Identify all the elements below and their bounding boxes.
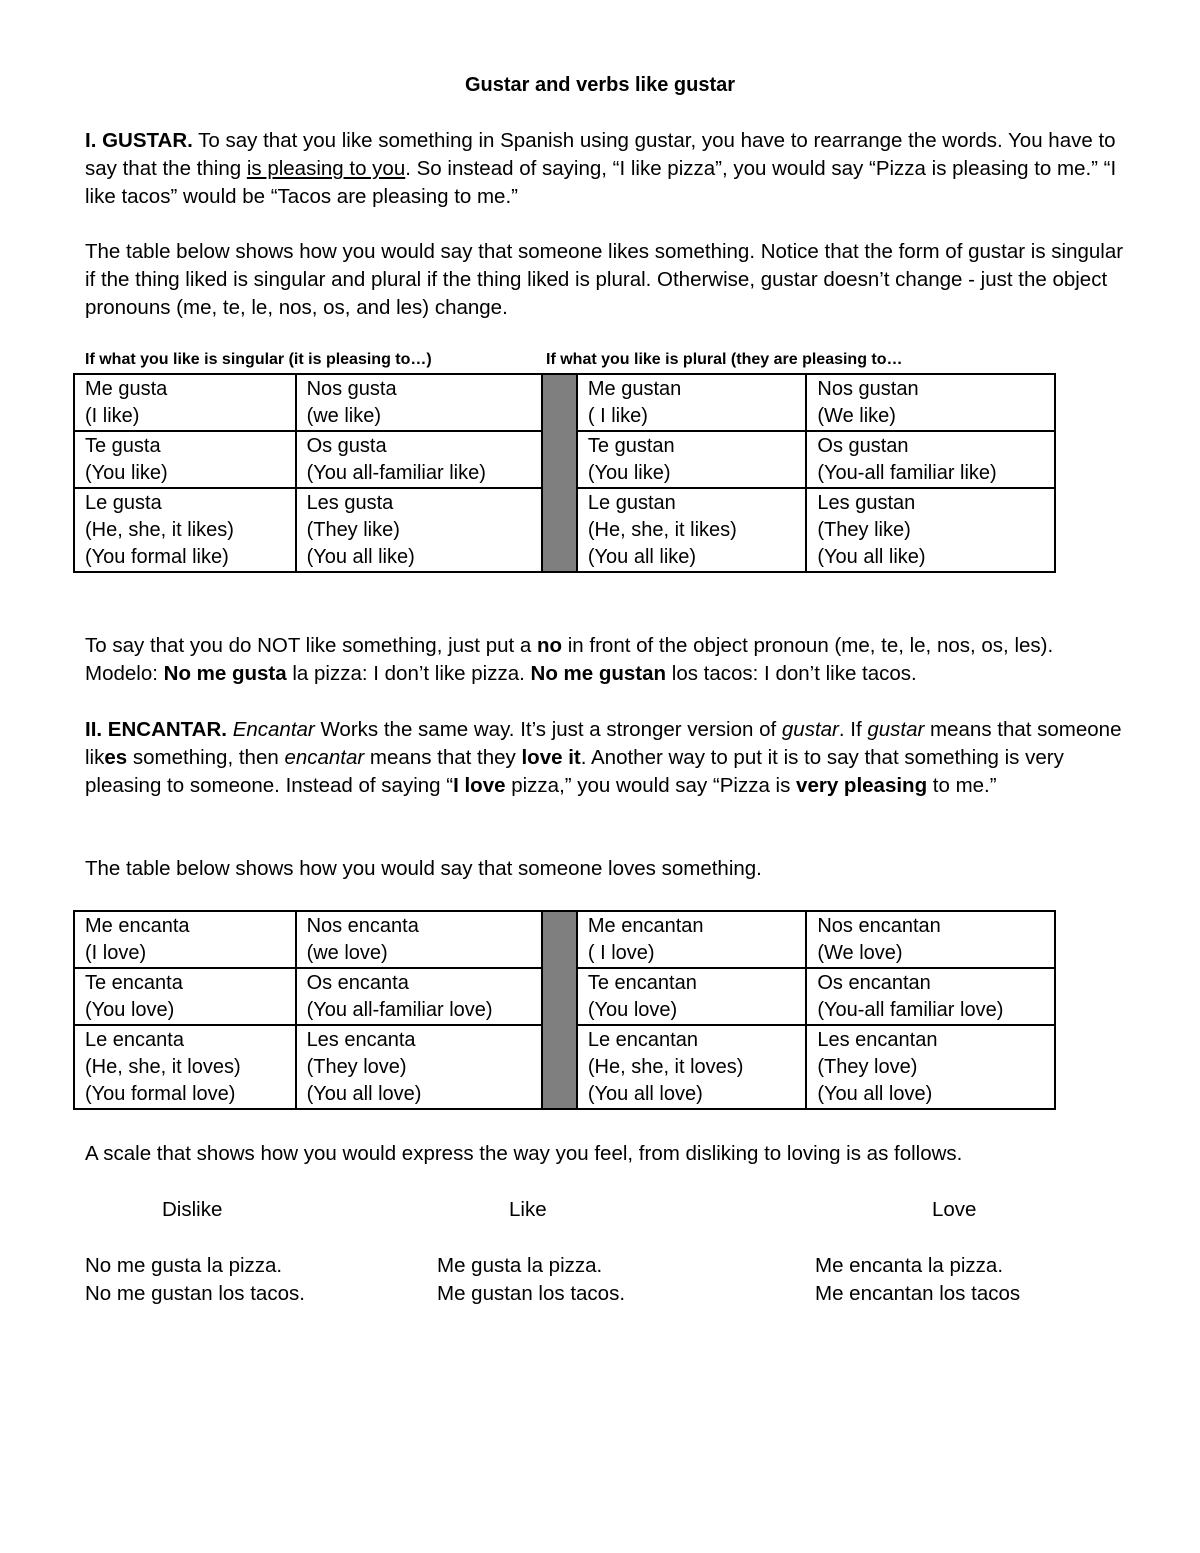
- table-cell: Os gusta (You all-familiar like): [296, 431, 543, 488]
- table-cell: Le encanta (He, she, it loves) (You formal love): [74, 1025, 296, 1109]
- table-cell: Te gusta (You like): [74, 431, 296, 488]
- page-title: Gustar and verbs like gustar: [464, 74, 736, 96]
- encantar-heading: II. ENCANTAR.: [85, 718, 227, 741]
- table-cell: Nos gustan (We like): [806, 374, 1055, 431]
- gustar-intro-paragraph: I. GUSTAR. To say that you like something in Spanish using gustar, you have to rearrange the words. You have to say that the thing is pleasing to you. So instead of saying, “I like pizza”, you would say “Pizza is pleasing to me.” “I like tacos” would be “Tacos are pleasing to me.”: [85, 129, 1117, 208]
- underlined-phrase: is pleasing to you: [246, 157, 406, 180]
- scale-label-like: Like: [509, 1198, 547, 1221]
- table-cell: Les gusta (They like) (You all like): [296, 488, 543, 572]
- caption-singular: If what you like is singular (it is pleasing to…): [85, 351, 432, 368]
- table-divider: [542, 374, 577, 572]
- scale-label-dislike: Dislike: [162, 1198, 223, 1221]
- table-cell: Les encanta (They love) (You all love): [296, 1025, 543, 1109]
- table-row: [74, 374, 1055, 431]
- table-cell: Me gustan ( I like): [577, 374, 807, 431]
- table-cell: Nos encantan (We love): [806, 911, 1055, 968]
- scale-label-love: Love: [932, 1198, 977, 1221]
- table-cell: Nos encanta (we love): [296, 911, 543, 968]
- table-divider: [542, 911, 577, 1109]
- table-cell: Les gustan (They like) (You all like): [806, 488, 1055, 572]
- table-cell: Te encantan (You love): [577, 968, 807, 1025]
- table-cell: Nos gusta (we like): [296, 374, 543, 431]
- table-cell: Le gusta (He, she, it likes) (You formal like): [74, 488, 296, 572]
- table-cell: Os encantan (You-all familiar love): [806, 968, 1055, 1025]
- scale-examples-love: Me encanta la pizza. Me encantan los tacos: [815, 1254, 1021, 1305]
- table-cell: Me encantan ( I love): [577, 911, 807, 968]
- table-cell: Te encanta (You love): [74, 968, 296, 1025]
- table-intro-2-paragraph: The table below shows how you would say that someone loves something.: [85, 857, 762, 880]
- gustar-table: [73, 373, 1056, 573]
- table-cell: Te gustan (You like): [577, 431, 807, 488]
- scale-examples-like: Me gusta la pizza. Me gustan los tacos.: [437, 1254, 626, 1305]
- table-cell: Os encanta (You all-familiar love): [296, 968, 543, 1025]
- encantar-table: [73, 910, 1056, 1110]
- table-cell: Les encantan (They love) (You all love): [806, 1025, 1055, 1109]
- table-cell: Le encantan (He, she, it loves) (You all love): [577, 1025, 807, 1109]
- scale-examples-dislike: No me gusta la pizza. No me gustan los tacos.: [85, 1254, 305, 1305]
- table-cell: Me gusta (I like): [74, 374, 296, 431]
- table-cell: Le gustan (He, she, it likes) (You all like): [577, 488, 807, 572]
- encantar-intro-paragraph: II. ENCANTAR. Encantar Works the same way. It’s just a stronger version of gustar. If gustar means that someone likes something, then encantar means that they love it. Another way to put it is to say that something is very pleasing to someone. Instead of saying “I love pizza,” you would say “Pizza is very pleasing to me.”: [85, 718, 1122, 797]
- table-cell: Os gustan (You-all familiar like): [806, 431, 1055, 488]
- caption-plural: If what you like is plural (they are pleasing to…: [546, 351, 903, 368]
- table-cell: Me encanta (I love): [74, 911, 296, 968]
- gustar-heading: I. GUSTAR.: [85, 129, 193, 152]
- table-intro-paragraph: The table below shows how you would say that someone likes something. Notice that the form of gustar is singular if the thing liked is singular and plural if the thing liked is plural. Otherwise, gustar doesn’t change - just the object pronouns (me, te, le, nos, os, and les) change.: [85, 240, 1124, 319]
- table-row: [74, 911, 1055, 968]
- scale-intro-paragraph: A scale that shows how you would express the way you feel, from disliking to loving is as follows.: [85, 1142, 963, 1165]
- negation-paragraph: To say that you do NOT like something, just put a no in front of the object pronoun (me, te, le, nos, os, les). Modelo: No me gusta la pizza: I don’t like pizza. No me gustan los tacos: I don’t like tacos.: [85, 634, 1054, 685]
